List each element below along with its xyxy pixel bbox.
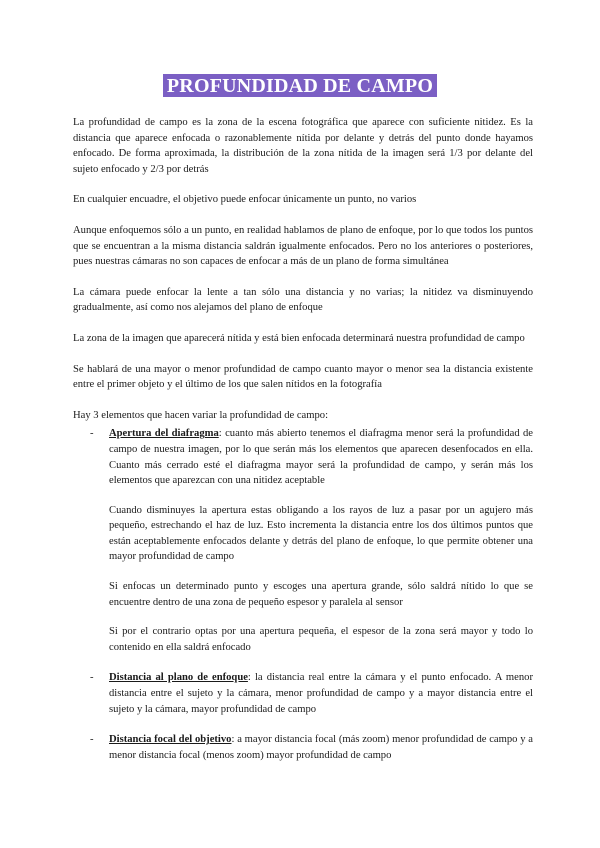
title-container bbox=[0, 74, 600, 97]
bullet-dash: - bbox=[90, 428, 94, 440]
paragraph-greater-lesser: Se hablará de una mayor o menor profundidad de campo cuanto mayor o menor sea la distancia existente entre el primer objeto y el último de los que salen nítidos en la fotografía bbox=[73, 363, 533, 391]
item-main-text bbox=[109, 732, 533, 763]
paragraph-single-point: En cualquier encuadre, el objetivo puede enfocar únicamente un punto, no varios bbox=[73, 194, 417, 206]
item-text-focal-length: : a mayor distancia focal (más zoom) menor profundidad de campo y a menor distancia focal (menos zoom) mayor profundidad de campo bbox=[109, 734, 533, 761]
list-item-aperture bbox=[73, 426, 533, 655]
list-item-focus-distance bbox=[73, 670, 533, 717]
paragraph-gradual-sharpness: La cámara puede enfocar la lente a tan sólo una distancia y no varias; la nitidez va disminuyendo gradualmente, así como nos alejamos del plano de enfoque bbox=[73, 286, 533, 314]
page-title: PROFUNDIDAD DE CAMPO bbox=[163, 74, 437, 97]
document-body bbox=[73, 115, 533, 778]
item-name-focal-length: Distancia focal del objetivo bbox=[109, 734, 232, 746]
bullet-dash: - bbox=[90, 672, 94, 684]
paragraph-sharp-zone: La zona de la imagen que aparecerá nítida y está bien enfocada determinará nuestra profundidad de campo bbox=[73, 332, 525, 344]
item-main-text bbox=[109, 670, 533, 717]
list-item-focal-length bbox=[73, 732, 533, 763]
item-text-focus-distance: : la distancia real entre la cámara y el punto enfocado. A menor distancia entre el sujeto y la cámara, menor profundidad de campo y a mayor distancia entre el sujeto y la cámara, mayor profundidad de campo bbox=[109, 672, 533, 715]
item-name-focus-distance: Distancia al plano de enfoque bbox=[109, 672, 248, 684]
paragraph-definition: La profundidad de campo es la zona de la escena fotográfica que aparece con suficiente nitidez. Es la distancia que aparece enfocada o razonablemente nítida por delante y detrás del punto donde hayamos enfocado. De forma aproximada, la distribución de la zona nítida de la imagen será 1/3 por delante del sujeto enfocado y 2/3 por detrás bbox=[73, 117, 533, 175]
aperture-note-1: Cuando disminuyes la apertura estas obligando a los rayos de luz a pasar por un agujero más pequeño, estrechando el haz de luz. Esto incrementa la distancia entre los dos últimos puntos que están aceptablemente enfocados delante y detrás del plano de enfoque, lo que permite obtener una mayor profundidad de campo bbox=[109, 504, 533, 563]
factors-list bbox=[73, 426, 533, 763]
item-name-aperture: Apertura del diafragma bbox=[109, 428, 219, 440]
aperture-note-3: Si por el contrario optas por una apertura pequeña, el espesor de la zona será mayor y todo lo contenido en ella saldrá enfocado bbox=[109, 626, 533, 653]
paragraph-focus-plane: Aunque enfoquemos sólo a un punto, en realidad hablamos de plano de enfoque, por lo que todos los puntos que se encuentran a la misma distancia saldrán igualmente enfocados. Pero no los anteriores o posteriores, pues nuestras cámaras no son capaces de enfocar a más de un plano de forma simultánea bbox=[73, 224, 533, 268]
aperture-note-2: Si enfocas un determinado punto y escoges una apertura grande, sólo saldrá nítido lo que se encuentre dentro de una zona de pequeño espesor y paralela al sensor bbox=[109, 581, 533, 608]
bullet-dash: - bbox=[90, 734, 94, 746]
item-main-text bbox=[109, 426, 533, 488]
item-text-aperture: : cuanto más abierto tenemos el diafragma menor será la profundidad de campo de nuestra imagen, por lo que serán más los elementos que aparecen desenfocados en ella. Cuanto más cerrado esté el diafragma mayor será la profundidad de campo, y serán más los elementos que aparezcan con una nitidez aceptable bbox=[109, 428, 533, 487]
list-intro: Hay 3 elementos que hacen variar la profundidad de campo: bbox=[73, 409, 329, 421]
